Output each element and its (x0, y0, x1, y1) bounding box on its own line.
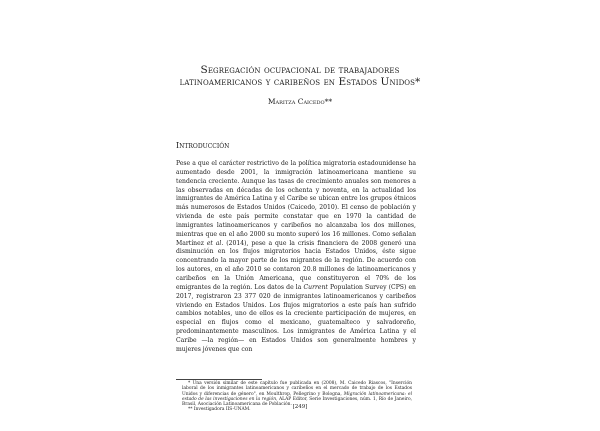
chapter-title-line-2: latinoamericanos y caribeños en Estados Unidos* (179, 76, 421, 88)
chapter-title (150, 64, 450, 88)
page-number: [249] (292, 404, 308, 410)
footnote-1-text-a: * Una versión similar de este capítulo fue publicada en (2008), M. Caicedo Riascos, "Inserción laboral de los inmigrantes latinoamericanos y caribeños en el mercado de trabajo de los Estados Unidos y diferencias de género", en Moulthrop, Pellegrino y Bologna, (182, 381, 412, 397)
footnote-1-book-title: Migración latinoamericana: el estado de las investigaciones en la región (182, 391, 412, 402)
body-text-current: Current (303, 283, 328, 291)
author-name: Maritza Caicedo** (267, 97, 333, 106)
footnote-1-text-c: , ALAP Editor, Serie Investigaciones, núm. 1, Río de Janeiro, Brasil, Asociación Latinoamericana de Población. (182, 396, 412, 408)
section-heading: Introducción (176, 141, 230, 150)
body-text-et-al: et al. (206, 239, 224, 247)
body-text-part-3: Population Survey (CPS) en 2017, registraron 23 377 020 de inmigrantes latinoamericanos y caribeños viviendo en Estados Unidos. Los flujos migratorios a este país han sufrido cambios notables, uno de ellos es la creciente participación de mujeres, en especial en flujos como el mexicano, guatemalteco y salvadoreño, predominantemente masculinos. Los inmigrantes de América Latina y el Caribe —la región— en Estados Unidos son generalmente hombres y mujeres jóvenes que con (176, 283, 416, 353)
body-paragraph (176, 160, 416, 355)
body-text-part-1: Pese a que el carácter restrictivo de la política migratoria estadounidense ha aumentado desde 2001, la inmigración latinoamericana mantiene su tendencia creciente. Aunque las tasas de crecimiento anuales son menores a las observadas en décadas de los ochenta y noventa, en la actualidad los inmigrantes de América Latina y el Caribe se ubican entre los grupos étnicos más numerosos de Estados Unidos (Caicedo, 2010). El censo de población y vivienda de este país permite constatar que en 1970 la cantidad de inmigrantes latinoamericanos y caribeños no alcanzaba los dos millones, mientras que en el año 2000 su monto superó los 16 millones. Como señalan Martínez (176, 160, 416, 247)
chapter-title-line-1: Segregación ocupacional de trabajadores (200, 64, 400, 76)
footnote-2: ** Investigadora IIS-UNAM. (188, 407, 251, 413)
body-text-part-2: (2014), pese a que la crisis financiera de 2008 generó una disminución en los flujos migratorios hacia Estados Unidos, éste sigue concentrando la mayor parte de los migrantes de la región. De acuerdo con los autores, en el año 2010 se contaron 20.8 millones de latinoamericanos y caribeños en la Unión Americana, que constituyeron el 70% de los emigrantes de la región. Los datos de la (176, 239, 416, 291)
footnote-rule (176, 379, 262, 380)
